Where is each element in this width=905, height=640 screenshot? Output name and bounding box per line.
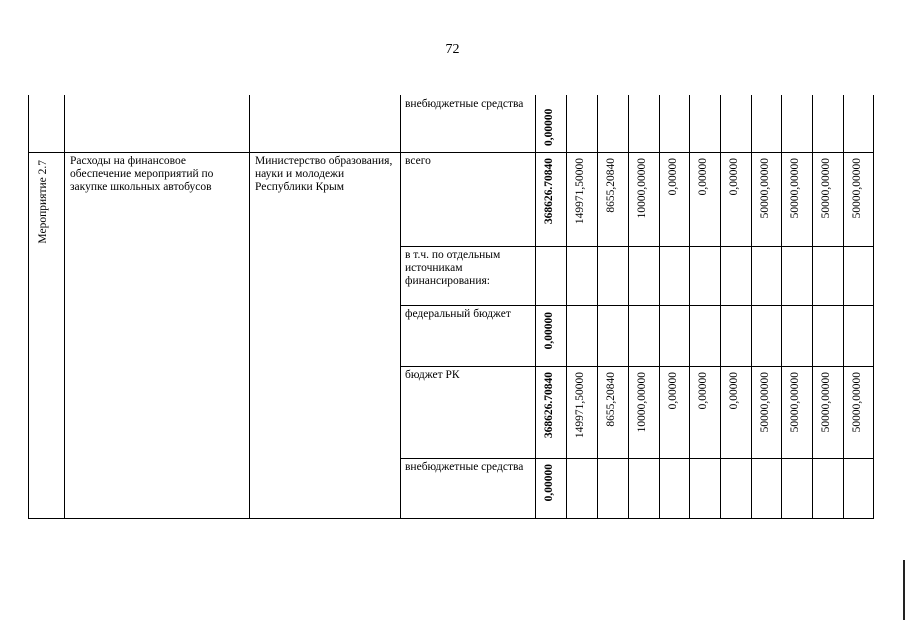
row-source: всего (405, 155, 431, 167)
row-value: 8655,20840 (605, 158, 617, 213)
row-value: 0,00000 (667, 372, 679, 410)
row-value: 0,00000 (728, 372, 740, 410)
measure-label: Мероприятие 2.7 (37, 160, 49, 244)
row-source: бюджет РК (405, 369, 460, 381)
row-value: 0,00000 (697, 372, 709, 410)
row-source: внебюджетные средства (405, 461, 524, 473)
page-number: 72 (445, 42, 460, 57)
row-value: 10000,00000 (636, 372, 648, 433)
row-value: 50000,00000 (820, 158, 832, 219)
row-value: 50000,00000 (851, 372, 863, 433)
row-total: 368626.70840 (543, 158, 555, 225)
row-value: 50000,00000 (851, 158, 863, 219)
row-value: 149971,50000 (574, 372, 586, 439)
row-total: 0,00000 (543, 464, 555, 502)
row-value: 149971,50000 (574, 158, 586, 225)
row-value: 10000,00000 (636, 158, 648, 219)
row-source: федеральный бюджет (405, 308, 511, 320)
row-value: 50000,00000 (759, 372, 771, 433)
row-value: 50000,00000 (789, 158, 801, 219)
row-total: 0,00000 (543, 312, 555, 350)
row-value: 50000,00000 (789, 372, 801, 433)
measure-description: Расходы на финансовое обеспечение мероприятий по закупке школьных автобусов (70, 155, 214, 193)
row-value: 0,00000 (728, 158, 740, 196)
row-value: 50000,00000 (820, 372, 832, 433)
row-value: 50000,00000 (759, 158, 771, 219)
row-total: 368626.70840 (543, 372, 555, 439)
measure-executor: Министерство образования, науки и молодежи Республики Крым (255, 155, 393, 193)
row-value: 0,00000 (697, 158, 709, 196)
top-row-source: внебюджетные средства (405, 98, 524, 110)
row-value: 0,00000 (667, 158, 679, 196)
row-source: в т.ч. по отдельным источникам финансирования: (405, 249, 501, 287)
row-value: 8655,20840 (605, 372, 617, 427)
top-row-total: 0,00000 (543, 108, 555, 146)
